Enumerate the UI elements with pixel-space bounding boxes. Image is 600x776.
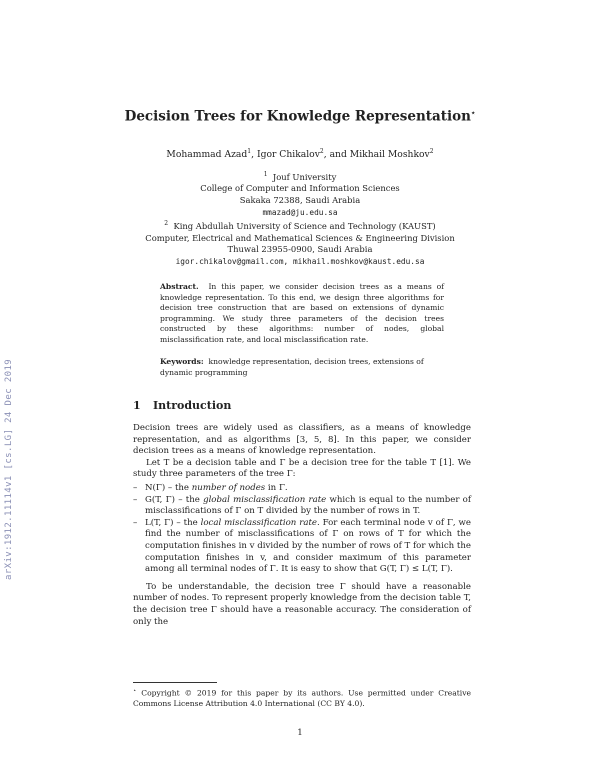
footnote: ⋆ Copyright © 2019 for this paper by its authors. Use permitted under Creative Commons License Attribution 4.0 International (CC BY 4.0). — [133, 688, 471, 709]
list-item: – N(Γ) – the number of nodes in Γ. — [133, 482, 288, 493]
email: mmazad@ju.edu.sa — [262, 207, 338, 217]
list-item: – G(T, Γ) – the global misclassification rate which is equal to the number of misclassifications of Γ on T divided by the number of rows in T. — [133, 494, 472, 517]
keywords-label: Keywords: — [160, 357, 204, 366]
author-name: Mohammad Azad — [166, 149, 248, 161]
affiliations: $^1$ Jouf University College of Computer and Information Sciences Sakaka 72388, Saudi Arabia mmazad@ju.edu.sa $^2$ King Abdullah University of Science and Technology (KAUST) Computer, Electrical and Mathematical Sciences & Engineering Division Thuwal 23955-0900, Saudi Arabia igor.chikalov@gmail.com, mikhail.moshkov@kaust.edu.sa — [0, 169, 600, 267]
page-number: 1 — [297, 728, 303, 738]
section-heading: 1 Introduction — [133, 399, 232, 412]
arxiv-side-label: arXiv:1912.11114v1 [cs.LG] 24 Dec 2019 — [4, 358, 14, 580]
paragraph: To be understandable, the decision tree Γ should have a reasonable number of nodes. To represent properly knowledge from the decision table T, the decision tree Γ should have a reasonable accuracy. The consideration of only the — [133, 581, 471, 627]
footnote-rule — [133, 682, 217, 683]
paragraph: Decision trees are widely used as classifiers, as a means of knowledge representation, and as algorithms [3, 5, 8]. In this paper, we consider decision trees as a means of knowledge representation. — [133, 423, 471, 457]
body-text — [133, 423, 471, 628]
list-item: – L(T, Γ) – the local misclassification rate. For each terminal node v of Γ, we find the number of misclassifications of Γ on rows of T for which the computation finishes in v divided by the number of rows of T for which the computation finishes in v, and consider maximum of this parameter among all terminal nodes of Γ. It is easy to show that G(T, Γ) ≤ L(T, Γ). — [133, 517, 471, 575]
keywords: Keywords: knowledge representation, decision trees, extensions of dynamic programming — [160, 357, 424, 377]
author-name: Igor Chikalov — [256, 149, 320, 161]
email: igor.chikalov@gmail.com, mikhail.moshkov@kaust.edu.sa — [175, 256, 425, 266]
author-name: Mikhail Moshkov — [349, 149, 430, 161]
abstract-label: Abstract. — [160, 282, 199, 291]
paper-title: Decision Trees for Knowledge Representation⋆ — [124, 108, 476, 125]
author-list: Mohammad Azad$^1$, Igor Chikalov$^2$, and Mikhail Moshkov$^2$ — [166, 148, 434, 161]
title-footnote-mark: ⋆ — [470, 108, 476, 117]
paragraph: Let T be a decision table and Γ be a decision tree for the table T [1]. We study three parameters of the tree Γ: — [133, 457, 471, 480]
parameter-list — [133, 483, 471, 576]
abstract: Abstract. In this paper, we consider decision trees as a means of knowledge representation. To this end, we design three algorithms for decision tree construction that are based on extensions of dynamic programming. We study three parameters of the decision trees constructed by these algorithms: number of nodes, global misclassification rate, and local misclassification rate. — [160, 282, 444, 344]
